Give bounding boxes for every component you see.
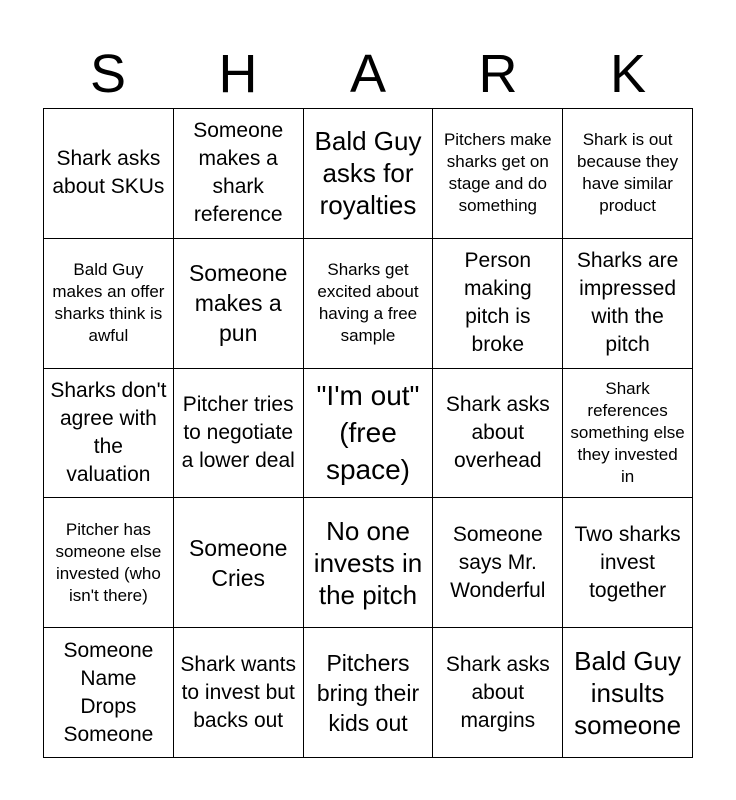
cell-text: Sharks get excited about having a free sample [317, 260, 419, 346]
bingo-cell[interactable] [174, 239, 304, 369]
header-letter-a: A [349, 44, 387, 104]
cell-text: Shark asks about margins [445, 652, 550, 732]
bingo-cell[interactable] [433, 109, 563, 239]
cell-text: No one invests in the pitch [313, 515, 423, 610]
bingo-cell[interactable] [304, 498, 434, 628]
bingo-cell[interactable] [433, 239, 563, 369]
bingo-cell[interactable] [44, 628, 174, 758]
cell-text: Pitcher tries to negotiate a lower deal [181, 392, 295, 472]
bingo-cell[interactable] [44, 369, 174, 499]
bingo-cell[interactable] [44, 498, 174, 628]
bingo-cell[interactable] [174, 109, 304, 239]
bingo-cell[interactable] [563, 109, 693, 239]
bingo-cell[interactable] [304, 628, 434, 758]
header-letter-k: K [609, 44, 647, 104]
cell-text: "I'm out" (free space) [316, 380, 420, 486]
cell-text: Person making pitch is broke [463, 249, 532, 357]
bingo-cell[interactable] [304, 239, 434, 369]
cell-text: Sharks don't agree with the valuation [50, 378, 167, 486]
bingo-cell[interactable] [563, 369, 693, 499]
cell-text: Shark is out because they have similar product [577, 130, 679, 216]
header-letter-s: S [89, 44, 127, 104]
cell-text: Two sharks invest together [574, 522, 681, 602]
cell-text: Someone makes a shark reference [193, 119, 284, 227]
free-space-cell[interactable] [304, 369, 434, 499]
cell-text: Bald Guy insults someone [574, 645, 682, 740]
header-letter-h: H [218, 44, 258, 104]
header-letter-r: R [478, 44, 518, 104]
cell-text: Someone Name Drops Someone [63, 638, 154, 746]
cell-text: Pitchers make sharks get on stage and do something [443, 130, 552, 216]
bingo-cell[interactable] [563, 498, 693, 628]
cell-text: Sharks are impressed with the pitch [576, 249, 679, 357]
cell-text: Shark asks about overhead [445, 392, 550, 472]
cell-text: Shark wants to invest but backs out [180, 652, 296, 732]
bingo-cell[interactable] [433, 628, 563, 758]
bingo-cell[interactable] [44, 239, 174, 369]
bingo-cell[interactable] [433, 369, 563, 499]
bingo-cell[interactable] [174, 628, 304, 758]
bingo-header [43, 40, 693, 108]
cell-text: Someone says Mr. Wonderful [450, 522, 546, 602]
bingo-cell[interactable] [563, 239, 693, 369]
bingo-cell[interactable] [304, 109, 434, 239]
bingo-cell[interactable] [174, 498, 304, 628]
cell-text: Pitchers bring their kids out [316, 649, 420, 736]
cell-text: Someone makes a pun [188, 260, 288, 347]
cell-text: Shark references something else they invested in [570, 378, 685, 486]
cell-text: Bald Guy asks for royalties [314, 126, 422, 221]
bingo-cell[interactable] [44, 109, 174, 239]
cell-text: Bald Guy makes an offer sharks think is awful [52, 260, 165, 346]
cell-text: Shark asks about SKUs [52, 147, 165, 199]
bingo-cell[interactable] [174, 369, 304, 499]
bingo-grid [43, 108, 693, 758]
bingo-cell[interactable] [563, 628, 693, 758]
cell-text: Someone Cries [188, 534, 288, 591]
cell-text: Pitcher has someone else invested (who isn't there) [55, 519, 162, 605]
bingo-cell[interactable] [433, 498, 563, 628]
